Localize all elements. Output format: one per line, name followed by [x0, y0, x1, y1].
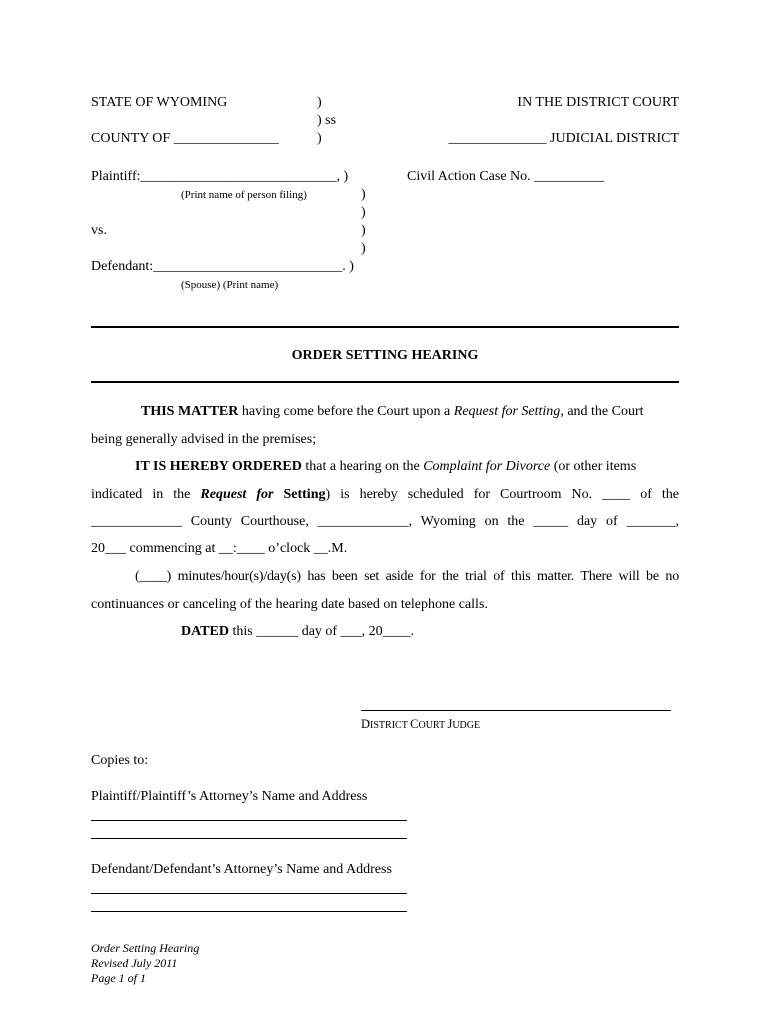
footer-revision: Revised July 2011: [91, 956, 178, 970]
dated-line: DATED this ______ day of ___, 20____.: [181, 624, 415, 639]
paragraph-line: being generally advised in the premises;: [91, 432, 317, 447]
judicial-district-line: ______________ JUDICIAL DISTRICT: [448, 131, 679, 146]
paragraph-line: _____________ County Courthouse, _____________, Wyoming on the _____ day of _______,: [91, 514, 679, 529]
caption-paren: ): [361, 205, 366, 220]
judge-signature-line: [361, 710, 671, 711]
paragraph-line: indicated in the Request for Setting) is hereby scheduled for Courtroom No. ____ of the: [91, 487, 680, 502]
defendant-attorney-label: Defendant/Defendant’s Attorney’s Name and Address: [91, 862, 392, 877]
caption-paren: ): [317, 95, 322, 110]
defendant-address-line: [91, 893, 407, 894]
defendant-address-line: [91, 911, 407, 912]
paragraph-time-allotted: (____) minutes/hour(s)/day(s) has been set aside for the trial of this matter. There will be no: [135, 569, 679, 584]
title-top-rule: [91, 326, 679, 328]
plaintiff-address-line: [91, 820, 407, 821]
copies-to-label: Copies to:: [91, 753, 149, 768]
caption-paren: ): [317, 131, 322, 146]
caption-paren: ): [361, 187, 366, 202]
plaintiff-attorney-label: Plaintiff/Plaintiff’s Attorney’s Name and Address: [91, 789, 368, 804]
footer-page-number: Page 1 of 1: [91, 971, 146, 985]
vs-label: vs.: [91, 223, 107, 238]
plaintiff-hint: (Print name of person filing): [181, 189, 307, 201]
paragraph-ordered: IT IS HEREBY ORDERED that a hearing on the Complaint for Divorce (or other items: [135, 459, 637, 474]
civil-action-case-no: Civil Action Case No. __________: [407, 169, 605, 184]
ss-mark: ) ss: [317, 113, 337, 128]
paragraph-line: continuances or canceling of the hearing date based on telephone calls.: [91, 597, 488, 612]
paragraph-line: 20___ commencing at __:____ o’clock __.M.: [91, 541, 348, 556]
court-name: IN THE DISTRICT COURT: [517, 95, 679, 110]
state-label: STATE OF WYOMING: [91, 95, 228, 110]
defendant-line: Defendant:___________________________. ): [91, 259, 354, 274]
caption-paren: ): [361, 241, 366, 256]
plaintiff-address-line: [91, 838, 407, 839]
footer-form-name: Order Setting Hearing: [91, 941, 200, 955]
title-bottom-rule: [91, 381, 679, 383]
defendant-hint: (Spouse) (Print name): [181, 279, 279, 291]
paragraph-this-matter: THIS MATTER having come before the Court upon a Request for Setting, and the Court: [141, 404, 644, 419]
county-line: COUNTY OF _______________: [91, 131, 279, 146]
caption-paren: ): [361, 223, 366, 238]
plaintiff-line: Plaintiff:____________________________, ): [91, 169, 349, 184]
judge-signature-label: DISTRICT COURT JUDGE: [361, 717, 481, 731]
document-title: ORDER SETTING HEARING: [291, 348, 479, 363]
